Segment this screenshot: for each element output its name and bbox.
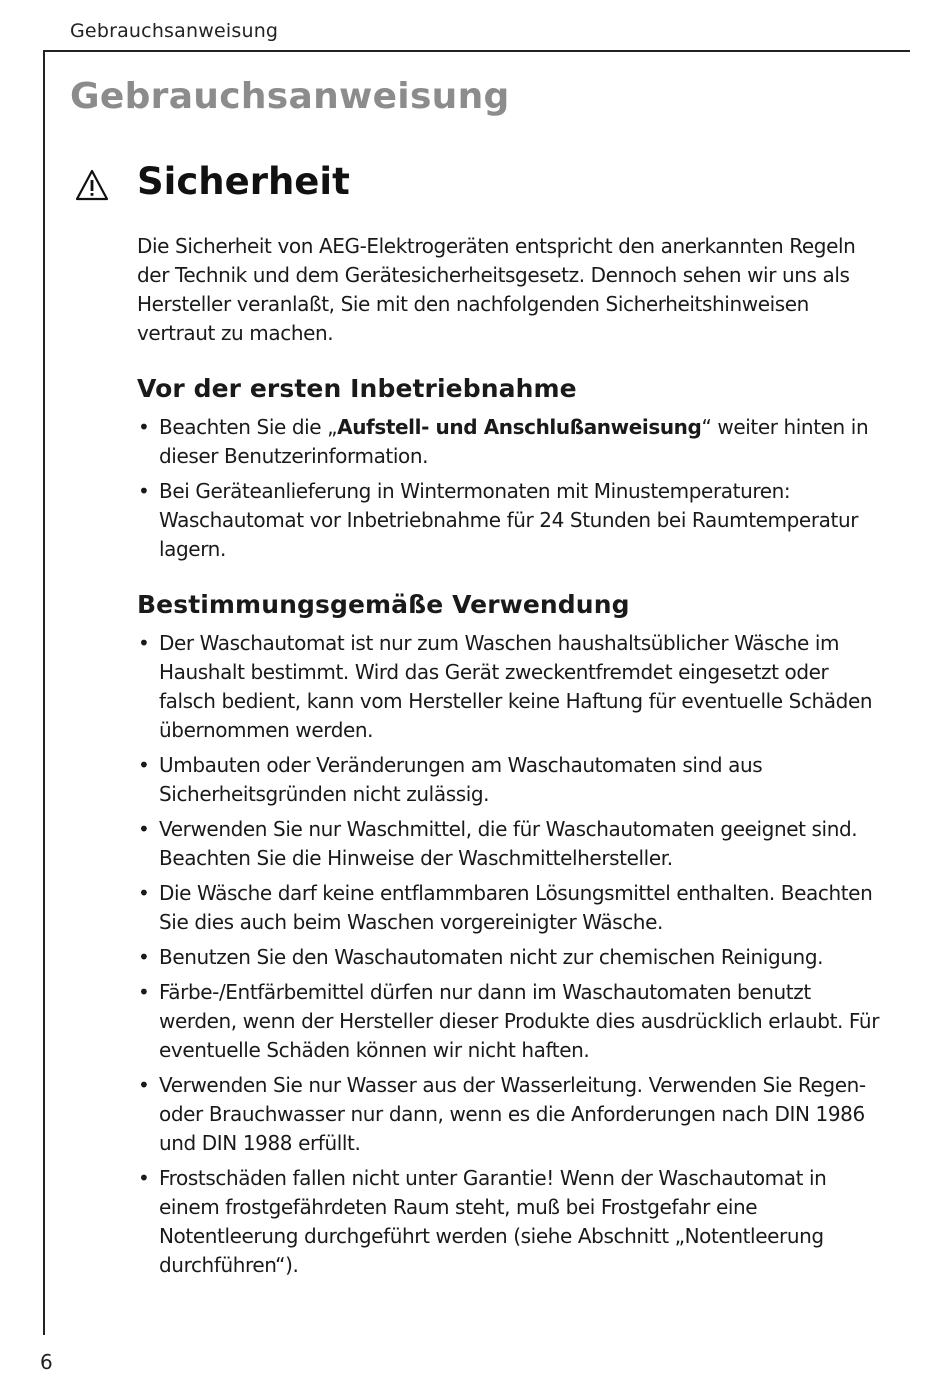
item-text-bold: Aufstell- und Anschlußanweisung — [337, 415, 702, 439]
heading-vor-der-ersten-inbetriebnahme: Vor der ersten Inbetriebnahme — [137, 374, 577, 403]
running-header: Gebrauchsanweisung — [70, 20, 279, 42]
list-item: • Die Wäsche darf keine entflammbaren Lösungsmittel enthalten. Beachten Sie dies auch beim Waschen vorgereinigter Wäsche. — [137, 879, 887, 937]
list-item: • Umbauten oder Veränderungen am Waschautomaten sind aus Sicherheitsgründen nicht zulässig. — [137, 751, 887, 809]
heading-bestimmungsgemaesse-verwendung: Bestimmungsgemäße Verwendung — [137, 590, 630, 619]
side-rule — [43, 50, 45, 1335]
list-item: • Benutzen Sie den Waschautomaten nicht zur chemischen Reinigung. — [137, 943, 887, 972]
list-item: • Färbe-/Entfärbemittel dürfen nur dann im Waschautomaten benutzt werden, wenn der Hersteller dieser Produkte dies ausdrücklich erlaubt. Für eventuelle Schäden können wir nicht haften. — [137, 978, 887, 1065]
list-item: • Verwenden Sie nur Wasser aus der Wasserleitung. Verwenden Sie Regen- oder Brauchwasser nur dann, wenn es die Anforderungen nach DIN 1986 und DIN 1988 erfüllt. — [137, 1071, 887, 1158]
list-item — [137, 413, 887, 471]
warning-triangle-icon — [74, 168, 110, 202]
header-rule — [44, 50, 910, 52]
list-item: • Der Waschautomat ist nur zum Waschen haushaltsüblicher Wäsche im Haushalt bestimmt. Wird das Gerät zweckentfremdet eingesetzt oder falsch bedient, kann vom Hersteller keine Haftung für eventuelle Schäden übernommen werden. — [137, 629, 887, 745]
section-title: Sicherheit — [137, 160, 350, 203]
list-item: • Bei Geräteanlieferung in Wintermonaten mit Minustemperaturen: Waschautomat vor Inbetriebnahme für 24 Stunden bei Raumtemperatur lagern. — [137, 477, 887, 564]
list-item: • Frostschäden fallen nicht unter Garantie! Wenn der Waschautomat in einem frostgefährdeten Raum steht, muß bei Frostgefahr eine Notentleerung durchgeführt werden (siehe Abschnitt „Notentleerung durchführen“). — [137, 1164, 887, 1280]
list-item: • Verwenden Sie nur Waschmittel, die für Waschautomaten geeignet sind. Beachten Sie die Hinweise der Waschmittelhersteller. — [137, 815, 887, 873]
content — [137, 232, 887, 1286]
list-vor-der-ersten-inbetriebnahme — [137, 413, 887, 564]
list-bestimmungsgemaesse-verwendung — [137, 629, 887, 1280]
intro-paragraph: Die Sicherheit von AEG-Elektrogeräten entspricht den anerkannten Regeln der Technik und dem Gerätesicherheitsgesetz. Dennoch sehen wir uns als Hersteller veranlaßt, Sie mit den nachfolgenden Sicherheitshinweisen vertraut zu machen. — [137, 234, 856, 345]
document-title: Gebrauchsanweisung — [70, 76, 510, 117]
item-text-pre: Beachten Sie die „ — [159, 415, 338, 439]
page-number: 6 — [40, 1350, 53, 1374]
item-text-post: “ weiter hinten in dieser Benutzerinformation. — [159, 415, 869, 468]
